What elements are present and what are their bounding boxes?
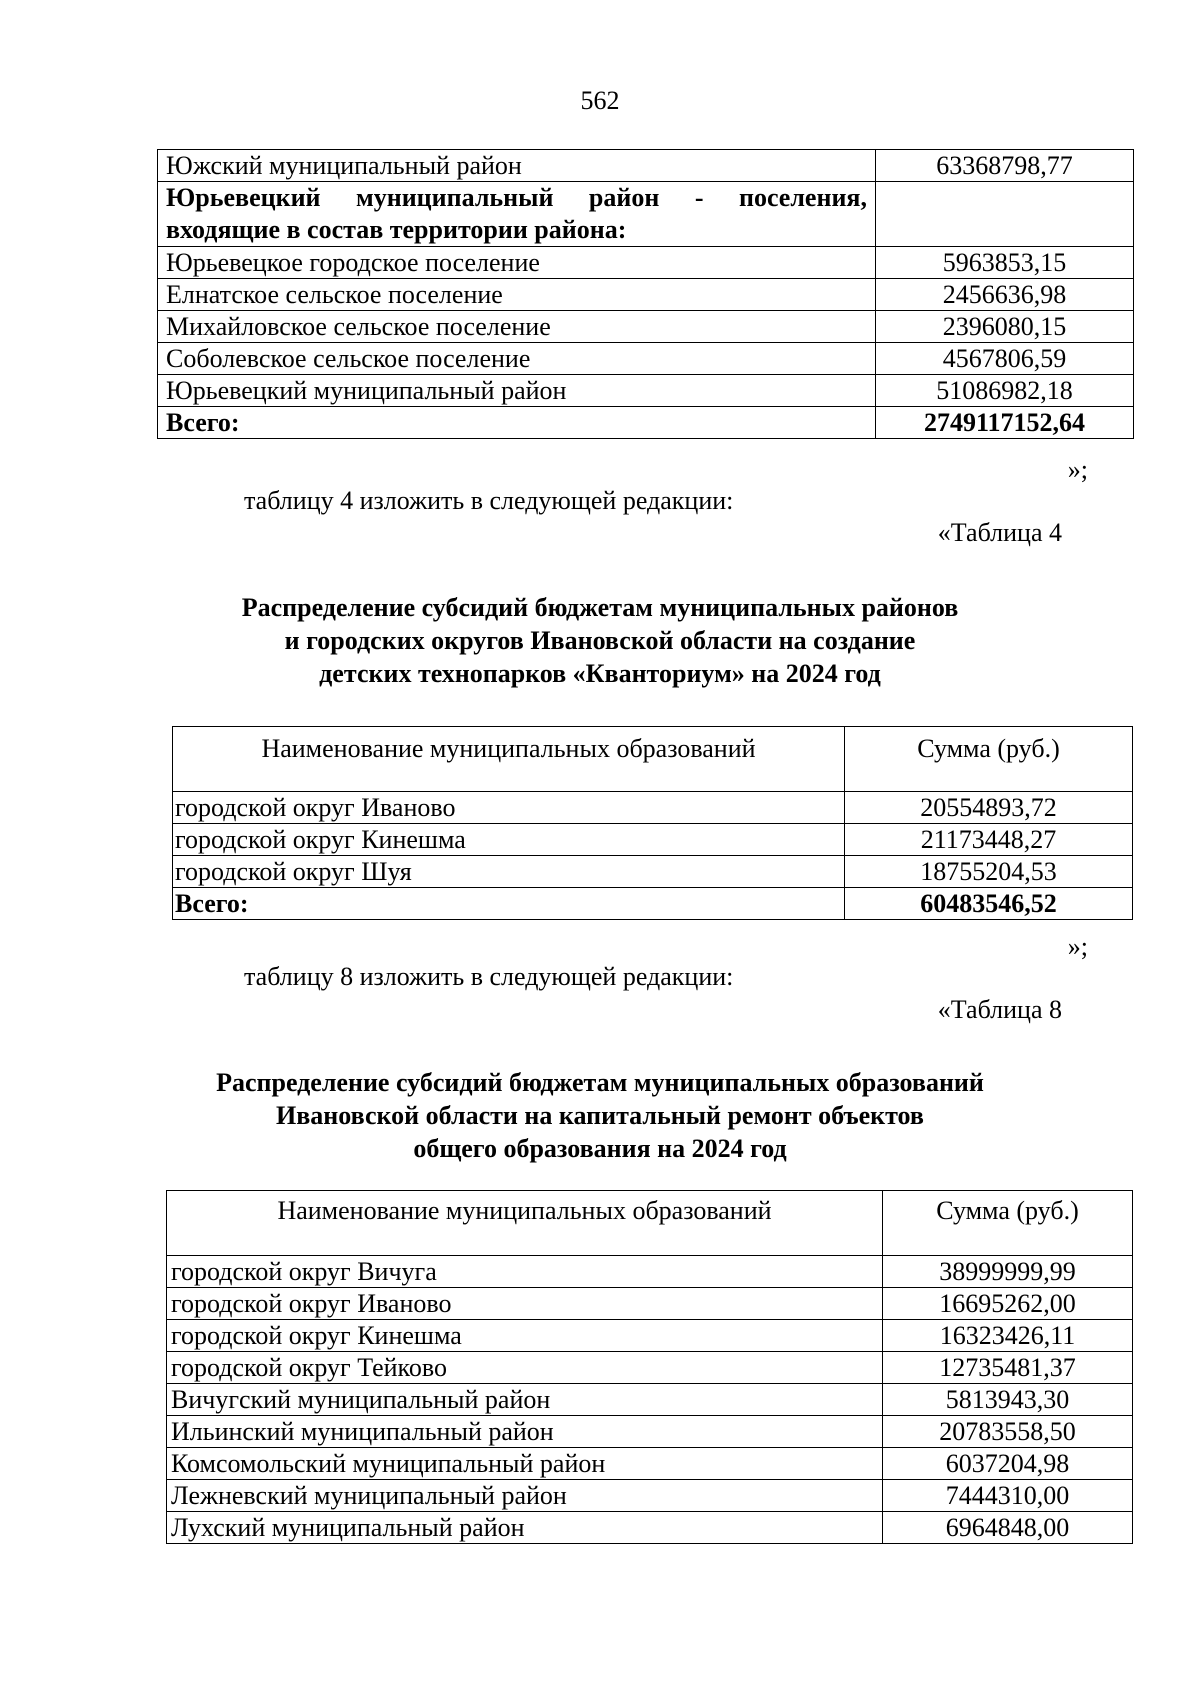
row-name: городской округ Вичуга — [167, 1256, 883, 1288]
row-amount: 5963853,15 — [876, 247, 1134, 279]
row-name-total: Всего: — [158, 407, 876, 439]
header-amount: Сумма (руб.) — [845, 727, 1133, 792]
row-amount: 20783558,50 — [883, 1416, 1133, 1448]
row-name: Южский муниципальный район — [158, 150, 876, 182]
row-name: городской округ Кинешма — [173, 824, 845, 856]
row-name: Соболевское сельское поселение — [158, 343, 876, 375]
row-amount: 16695262,00 — [883, 1288, 1133, 1320]
row-name: Лежневский муниципальный район — [167, 1480, 883, 1512]
row-name: Ильинский муниципальный район — [167, 1416, 883, 1448]
header-name: Наименование муниципальных образований — [173, 727, 845, 792]
row-name: Юрьевецкое городское поселение — [158, 247, 876, 279]
row-amount: 4567806,59 — [876, 343, 1134, 375]
table-row — [158, 150, 1134, 182]
row-name-section-heading: Юрьевецкий муниципальный район - поселения, входящие в состав территории района: — [158, 182, 876, 247]
title-line: Распределение субсидий бюджетам муниципальных образований — [216, 1068, 984, 1097]
row-name: Вичугский муниципальный район — [167, 1384, 883, 1416]
table-continuation — [157, 149, 1134, 439]
title-line: Распределение субсидий бюджетам муниципальных районов — [241, 593, 959, 622]
row-name: Михайловское сельское поселение — [158, 311, 876, 343]
table-4-title — [0, 591, 1200, 690]
row-amount: 38999999,99 — [883, 1256, 1133, 1288]
row-amount-total: 2749117152,64 — [876, 407, 1134, 439]
row-amount: 51086982,18 — [876, 375, 1134, 407]
header-name: Наименование муниципальных образований — [167, 1191, 883, 1256]
row-amount: 7444310,00 — [883, 1480, 1133, 1512]
table-row — [173, 856, 1133, 888]
table-row — [167, 1416, 1133, 1448]
row-amount: 21173448,27 — [845, 824, 1133, 856]
row-amount: 63368798,77 — [876, 150, 1134, 182]
table-8-label: «Таблица 8 — [937, 995, 1062, 1024]
table-8-title — [0, 1066, 1200, 1165]
table-row — [167, 1320, 1133, 1352]
table-row-total — [158, 407, 1134, 439]
table-row — [167, 1352, 1133, 1384]
row-amount: 18755204,53 — [845, 856, 1133, 888]
row-amount: 20554893,72 — [845, 792, 1133, 824]
row-name: Елнатское сельское поселение — [158, 279, 876, 311]
row-name: городской округ Тейково — [167, 1352, 883, 1384]
row-name-total: Всего: — [173, 888, 845, 920]
title-line: детских технопарков «Кванториум» на 2024 год — [319, 659, 881, 688]
table-8-intro: таблицу 8 изложить в следующей редакции: — [244, 962, 734, 991]
closing-quote: »; — [1067, 455, 1088, 484]
row-amount: 2456636,98 — [876, 279, 1134, 311]
table-row — [167, 1288, 1133, 1320]
table-row — [167, 1384, 1133, 1416]
table-row — [158, 311, 1134, 343]
table-row — [167, 1256, 1133, 1288]
table-row — [158, 182, 1134, 247]
row-name: городской округ Иваново — [167, 1288, 883, 1320]
row-name: городской округ Кинешма — [167, 1320, 883, 1352]
row-name: городской округ Шуя — [173, 856, 845, 888]
title-line: Ивановской области на капитальный ремонт объектов — [276, 1101, 924, 1130]
table-row-total — [173, 888, 1133, 920]
row-name: городской округ Иваново — [173, 792, 845, 824]
title-line: и городских округов Ивановской области на создание — [284, 626, 916, 655]
table-row — [173, 824, 1133, 856]
table-header — [173, 727, 1133, 792]
table-row — [158, 279, 1134, 311]
row-name: Комсомольский муниципальный район — [167, 1448, 883, 1480]
table-4-label: «Таблица 4 — [937, 518, 1062, 547]
table-row — [167, 1512, 1133, 1544]
closing-quote: »; — [1067, 932, 1088, 961]
row-amount: 6964848,00 — [883, 1512, 1133, 1544]
row-amount: 16323426,11 — [883, 1320, 1133, 1352]
table-4-intro: таблицу 4 изложить в следующей редакции: — [244, 486, 734, 515]
table-header — [167, 1191, 1133, 1256]
row-amount: 2396080,15 — [876, 311, 1134, 343]
table-row — [167, 1480, 1133, 1512]
table-row — [158, 343, 1134, 375]
table-row — [173, 792, 1133, 824]
table-4 — [172, 726, 1133, 920]
title-line: общего образования на 2024 год — [413, 1134, 787, 1163]
table-row — [167, 1448, 1133, 1480]
row-amount — [876, 182, 1134, 247]
table-row — [158, 247, 1134, 279]
row-name: Юрьевецкий муниципальный район — [158, 375, 876, 407]
table-8 — [166, 1190, 1133, 1544]
table-row — [158, 375, 1134, 407]
row-amount: 5813943,30 — [883, 1384, 1133, 1416]
page-number: 562 — [580, 86, 620, 115]
row-name: Лухский муниципальный район — [167, 1512, 883, 1544]
row-amount: 12735481,37 — [883, 1352, 1133, 1384]
row-amount: 6037204,98 — [883, 1448, 1133, 1480]
header-amount: Сумма (руб.) — [883, 1191, 1133, 1256]
row-amount-total: 60483546,52 — [845, 888, 1133, 920]
